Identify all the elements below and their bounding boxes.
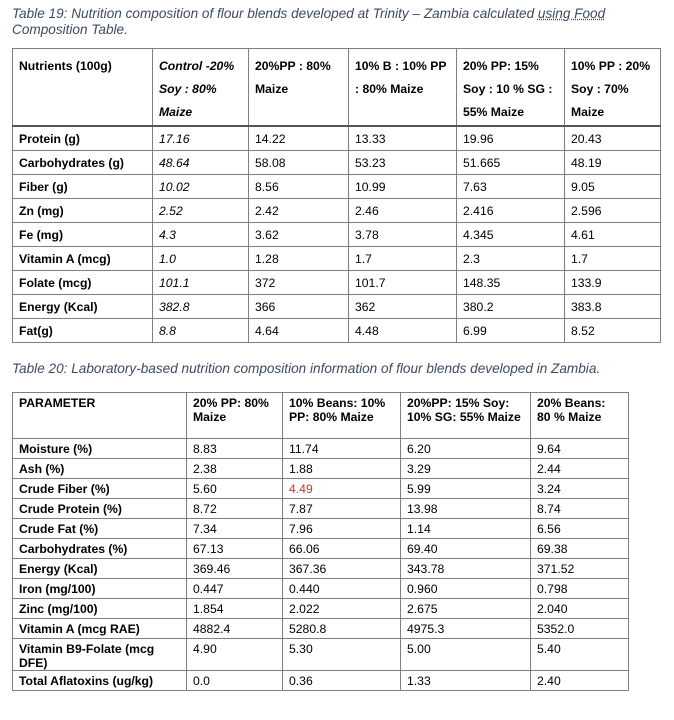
table20-cell: 69.38 bbox=[531, 539, 629, 559]
table19-cell: 13.33 bbox=[349, 126, 457, 151]
table20-cell: 13.98 bbox=[401, 499, 531, 519]
table20-cell: 4882.4 bbox=[187, 619, 283, 639]
table20-row-label: Zinc (mg/100) bbox=[13, 599, 187, 619]
table20-row-label: Iron (mg/100) bbox=[13, 579, 187, 599]
table19-header: 10% B : 10% PP : 80% Maize bbox=[349, 49, 457, 127]
table19-cell: 4.3 bbox=[153, 223, 249, 247]
table20-cell: 7.34 bbox=[187, 519, 283, 539]
table19-row-label: Vitamin A (mcg) bbox=[13, 247, 153, 271]
table19-cell: 3.62 bbox=[249, 223, 349, 247]
table19-cell: 4.61 bbox=[565, 223, 661, 247]
table19-cell: 48.19 bbox=[565, 151, 661, 175]
table20-cell: 2.38 bbox=[187, 459, 283, 479]
table19-cell: 1.28 bbox=[249, 247, 349, 271]
table20-header: PARAMETER bbox=[13, 393, 187, 439]
table20-cell: 1.854 bbox=[187, 599, 283, 619]
table20-cell: 369.46 bbox=[187, 559, 283, 579]
table20-row-label: Vitamin A (mcg RAE) bbox=[13, 619, 187, 639]
table19-row-label: Carbohydrates (g) bbox=[13, 151, 153, 175]
table20-cell: 5.00 bbox=[401, 639, 531, 671]
table20-cell: 2.40 bbox=[531, 671, 629, 691]
table19-cell: 1.7 bbox=[349, 247, 457, 271]
table19-cell: 4.48 bbox=[349, 319, 457, 343]
table19-row bbox=[13, 247, 661, 271]
table19-header: 20% PP: 15% Soy : 10 % SG : 55% Maize bbox=[457, 49, 565, 127]
table20-row-label: Crude Fiber (%) bbox=[13, 479, 187, 499]
table19-row-label: Protein (g) bbox=[13, 126, 153, 151]
table19-header: Nutrients (100g) bbox=[13, 49, 153, 127]
table19-cell: 10.99 bbox=[349, 175, 457, 199]
table20-cell: 0.440 bbox=[283, 579, 401, 599]
table20-cell: 6.20 bbox=[401, 439, 531, 459]
table19-row-label: Folate (mcg) bbox=[13, 271, 153, 295]
table20 bbox=[12, 392, 629, 691]
table19-row bbox=[13, 126, 661, 151]
table19-row-label: Fiber (g) bbox=[13, 175, 153, 199]
table19-cell: 2.3 bbox=[457, 247, 565, 271]
table20-cell: 3.29 bbox=[401, 459, 531, 479]
table19-cell: 8.52 bbox=[565, 319, 661, 343]
table20-cell: 6.56 bbox=[531, 519, 629, 539]
table19-row bbox=[13, 223, 661, 247]
table19-cell: 8.8 bbox=[153, 319, 249, 343]
table19-cell: 4.64 bbox=[249, 319, 349, 343]
table20-cell: 8.83 bbox=[187, 439, 283, 459]
table19-cell: 2.52 bbox=[153, 199, 249, 223]
table20-cell: 1.14 bbox=[401, 519, 531, 539]
table20-cell: 5.30 bbox=[283, 639, 401, 671]
table20-cell: 343.78 bbox=[401, 559, 531, 579]
table20-cell: 0.798 bbox=[531, 579, 629, 599]
table19-cell: 51.665 bbox=[457, 151, 565, 175]
table20-header-row bbox=[13, 393, 629, 439]
table20-row bbox=[13, 439, 629, 459]
table19-cell: 101.7 bbox=[349, 271, 457, 295]
table20-row bbox=[13, 639, 629, 671]
table20-row-label: Vitamin B9-Folate (mcg DFE) bbox=[13, 639, 187, 671]
table19-cell: 7.63 bbox=[457, 175, 565, 199]
table20-row bbox=[13, 579, 629, 599]
table20-header: 10% Beans: 10% PP: 80% Maize bbox=[283, 393, 401, 439]
table19-cell: 380.2 bbox=[457, 295, 565, 319]
table20-row bbox=[13, 619, 629, 639]
table19-cell: 48.64 bbox=[153, 151, 249, 175]
table20-row bbox=[13, 559, 629, 579]
table19-caption: Table 19: Nutrition composition of flour blends developed at Trinity – Zambia calculated using Food Composition Table. bbox=[12, 6, 606, 37]
table20-cell: 2.022 bbox=[283, 599, 401, 619]
table19-row bbox=[13, 319, 661, 343]
table19-cell: 362 bbox=[349, 295, 457, 319]
table20-cell: 0.0 bbox=[187, 671, 283, 691]
table20-cell: 5280.8 bbox=[283, 619, 401, 639]
table20-cell: 5352.0 bbox=[531, 619, 629, 639]
table19-row-label: Fe (mg) bbox=[13, 223, 153, 247]
table20-cell: 4.90 bbox=[187, 639, 283, 671]
table20-row bbox=[13, 599, 629, 619]
table20-row bbox=[13, 499, 629, 519]
table20-row-label: Moisture (%) bbox=[13, 439, 187, 459]
table20-cell: 1.88 bbox=[283, 459, 401, 479]
table20-row bbox=[13, 671, 629, 691]
table19-cell: 6.99 bbox=[457, 319, 565, 343]
table20-cell: 67.13 bbox=[187, 539, 283, 559]
table19-row-label: Energy (Kcal) bbox=[13, 295, 153, 319]
table20-cell: 11.74 bbox=[283, 439, 401, 459]
table20-cell: 7.96 bbox=[283, 519, 401, 539]
table20-cell: 2.040 bbox=[531, 599, 629, 619]
table19-cell: 10.02 bbox=[153, 175, 249, 199]
table20-cell: 8.72 bbox=[187, 499, 283, 519]
table20-row-label: Carbohydrates (%) bbox=[13, 539, 187, 559]
table19-header: 10% PP : 20% Soy : 70% Maize bbox=[565, 49, 661, 127]
table20-cell: 69.40 bbox=[401, 539, 531, 559]
table20-cell: 3.24 bbox=[531, 479, 629, 499]
table19-row bbox=[13, 151, 661, 175]
table19-cell: 2.416 bbox=[457, 199, 565, 223]
table20-cell: 5.99 bbox=[401, 479, 531, 499]
table19-cell: 133.9 bbox=[565, 271, 661, 295]
table19-cell: 8.56 bbox=[249, 175, 349, 199]
table19-cell: 1.0 bbox=[153, 247, 249, 271]
table20-header: 20% Beans: 80 % Maize bbox=[531, 393, 629, 439]
table20-cell: 66.06 bbox=[283, 539, 401, 559]
table20-row-label: Ash (%) bbox=[13, 459, 187, 479]
table20-cell: 2.675 bbox=[401, 599, 531, 619]
table19-cell: 382.8 bbox=[153, 295, 249, 319]
table20-row-label: Total Aflatoxins (ug/kg) bbox=[13, 671, 187, 691]
table19-cell: 20.43 bbox=[565, 126, 661, 151]
table20-cell: 4.49 bbox=[283, 479, 401, 499]
table19-cell: 383.8 bbox=[565, 295, 661, 319]
table19-cell: 4.345 bbox=[457, 223, 565, 247]
table20-cell: 7.87 bbox=[283, 499, 401, 519]
table20-row-label: Crude Fat (%) bbox=[13, 519, 187, 539]
table19-cell: 101.1 bbox=[153, 271, 249, 295]
table20-cell: 0.960 bbox=[401, 579, 531, 599]
table19-row bbox=[13, 295, 661, 319]
table19-cell: 17.16 bbox=[153, 126, 249, 151]
table20-cell: 9.64 bbox=[531, 439, 629, 459]
table19-header-row bbox=[13, 49, 661, 127]
table20-header: 20%PP: 15% Soy: 10% SG: 55% Maize bbox=[401, 393, 531, 439]
table19-cell: 14.22 bbox=[249, 126, 349, 151]
caption-underlined-text: using Food bbox=[537, 6, 606, 21]
table19-cell: 148.35 bbox=[457, 271, 565, 295]
table19-cell: 3.78 bbox=[349, 223, 457, 247]
table19-cell: 1.7 bbox=[565, 247, 661, 271]
table19-row-label: Fat(g) bbox=[13, 319, 153, 343]
table20-cell: 371.52 bbox=[531, 559, 629, 579]
table19-row bbox=[13, 271, 661, 295]
table20-row bbox=[13, 519, 629, 539]
table19-cell: 2.46 bbox=[349, 199, 457, 223]
table19-row-label: Zn (mg) bbox=[13, 199, 153, 223]
table20-cell: 5.60 bbox=[187, 479, 283, 499]
table20-row-label: Crude Protein (%) bbox=[13, 499, 187, 519]
table20-row bbox=[13, 479, 629, 499]
table19-row bbox=[13, 175, 661, 199]
table19-row bbox=[13, 199, 661, 223]
table19 bbox=[12, 48, 661, 343]
table19-cell: 372 bbox=[249, 271, 349, 295]
table20-cell: 0.447 bbox=[187, 579, 283, 599]
table20-cell: 4975.3 bbox=[401, 619, 531, 639]
table19-cell: 53.23 bbox=[349, 151, 457, 175]
table19-cell: 9.05 bbox=[565, 175, 661, 199]
table20-row bbox=[13, 539, 629, 559]
table20-header: 20% PP: 80% Maize bbox=[187, 393, 283, 439]
table20-cell: 1.33 bbox=[401, 671, 531, 691]
table20-cell: 2.44 bbox=[531, 459, 629, 479]
table20-caption: Table 20: Laboratory-based nutrition composition information of flour blends developed in Zambia. bbox=[12, 361, 601, 376]
table19-cell: 19.96 bbox=[457, 126, 565, 151]
table19-header: Control -20% Soy : 80% Maize bbox=[153, 49, 249, 127]
table20-cell: 367.36 bbox=[283, 559, 401, 579]
table19-cell: 2.42 bbox=[249, 199, 349, 223]
table19-cell: 366 bbox=[249, 295, 349, 319]
table20-cell: 8.74 bbox=[531, 499, 629, 519]
table19-cell: 2.596 bbox=[565, 199, 661, 223]
table19-header: 20%PP : 80% Maize bbox=[249, 49, 349, 127]
table20-cell: 5.40 bbox=[531, 639, 629, 671]
table20-cell: 0.36 bbox=[283, 671, 401, 691]
table20-row bbox=[13, 459, 629, 479]
table19-cell: 58.08 bbox=[249, 151, 349, 175]
table20-row-label: Energy (Kcal) bbox=[13, 559, 187, 579]
